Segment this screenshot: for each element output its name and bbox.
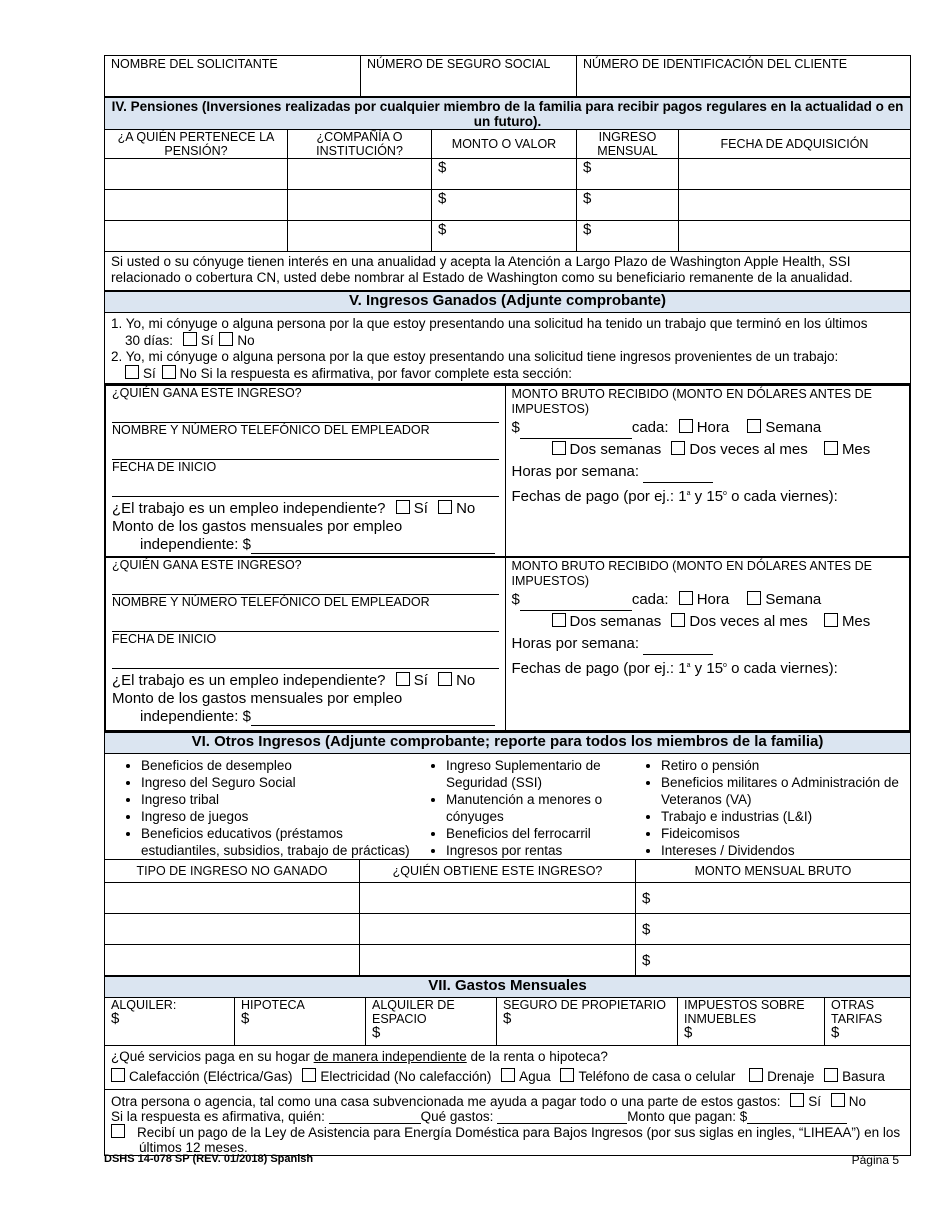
garbage-checkbox[interactable] — [824, 1068, 838, 1082]
pension-monthly-header: INGRESO MENSUAL — [577, 130, 679, 159]
table-row — [105, 883, 911, 914]
list-item: • Beneficios de desempleo — [141, 757, 418, 774]
client-id-field[interactable]: NÚMERO DE IDENTIFICACIÓN DEL CLIENTE — [577, 56, 911, 97]
job-ended-yes-checkbox[interactable] — [183, 332, 197, 346]
twice-month-checkbox[interactable] — [671, 441, 685, 455]
start-date-field[interactable]: FECHA DE INICIO — [112, 460, 499, 497]
hour-checkbox[interactable] — [679, 419, 693, 433]
has-job-yes-checkbox[interactable] — [125, 365, 139, 379]
unearned-type-input[interactable] — [105, 945, 360, 976]
twice-month-checkbox[interactable] — [671, 613, 685, 627]
job-ended-no-checkbox[interactable] — [219, 332, 233, 346]
list-item: • Retiro o pensión — [661, 757, 910, 774]
list-item: • Ingresos por rentas — [446, 842, 633, 859]
pension-date-input[interactable] — [679, 190, 911, 221]
job-ended-question: 1. Yo, mi cónyuge o alguna persona por la que estoy presentando una solicitud ha tenido un trabajo que terminó en los últimos — [111, 316, 868, 331]
month-checkbox[interactable] — [824, 613, 838, 627]
biweekly-checkbox[interactable] — [552, 441, 566, 455]
self-employed-yes-checkbox[interactable] — [396, 500, 410, 514]
sewer-checkbox[interactable] — [749, 1068, 763, 1082]
employer-block: ¿QUIÉN GANA ESTE INGRESO? NOMBRE Y NÚMERO TELEFÓNICO DEL EMPLEADOR FECHA DE INICIO ¿El trabajo es un empleo independiente? Sí No Monto de los gastos mensuales por empleo independiente: $ MONTO BRUTO RECIBIDO (MONTO EN DÓLARES ANTES DE IMPUESTOS) $ cada: Hora Semana Dos semanas Dos veces al mes Mes Horas por semana: Fechas de pago (por ej.: 1$^a$ y 15$^o$ o cada viernes): — [104, 558, 911, 732]
table-row — [105, 159, 911, 190]
expenses-input[interactable] — [251, 725, 495, 726]
table-row — [105, 221, 911, 252]
earner-field[interactable]: ¿QUIÉN GANA ESTE INGRESO? — [112, 386, 499, 423]
table-row — [105, 945, 911, 976]
employer-field[interactable]: NOMBRE Y NÚMERO TELEFÓNICO DEL EMPLEADOR — [112, 595, 499, 632]
pension-date-input[interactable] — [679, 159, 911, 190]
rent-field[interactable]: ALQUILER: $ — [105, 998, 235, 1046]
pay-dates-field[interactable]: Fechas de pago (por ej.: 1$^a$ y 15$^o$ o cada viernes): — [511, 488, 838, 505]
water-checkbox[interactable] — [501, 1068, 515, 1082]
page-number: Página 5 — [851, 1153, 899, 1167]
week-checkbox[interactable] — [747, 591, 761, 605]
monthly-expenses-section: VII. Gastos Mensuales ALQUILER: $ HIPOTECA $ ALQUILER DE ESPACIO $ SEGURO DE PROPIETARIO $ IMPUESTOS SOBRE INMUEBLES $ OTRAS TARIFAS $ ¿Qué servicios paga en su hogar de manera independiente de la renta o hipoteca? Calefacción (Eléctrica/Gas) Electricidad (No calefacción) Agua Teléfono de casa o celular Drenaje Basura Otra persona o agencia, tal como una casa subvencionada me ayuda a pagar todo o una parte de estos gastos: Sí No Si la respuesta es afirmativa, quién: Qué gastos: Monto que pagan: $ Recibí un pago de la Ley de Asistencia para Energía Doméstica para Bajos Ingresos (por sus siglas en ingles, “LIHEAA”) en los últimos 12 meses. — [104, 976, 911, 1156]
gross-amount-label: MONTO BRUTO RECIBIDO (MONTO EN DÓLARES ANTES DE IMPUESTOS) — [511, 559, 872, 588]
pension-monthly-input[interactable]: $ — [577, 221, 679, 252]
liheaa-checkbox[interactable] — [111, 1124, 125, 1138]
help-yes-checkbox[interactable] — [790, 1093, 804, 1107]
list-item: • Ingreso tribal — [141, 791, 418, 808]
pension-company-input[interactable] — [288, 190, 432, 221]
phone-checkbox[interactable] — [560, 1068, 574, 1082]
unearned-type-input[interactable] — [105, 914, 360, 945]
employer-block: ¿QUIÉN GANA ESTE INGRESO? NOMBRE Y NÚMERO TELEFÓNICO DEL EMPLEADOR FECHA DE INICIO ¿El trabajo es un empleo independiente? Sí No Monto de los gastos mensuales por empleo independiente: $ MONTO BRUTO RECIBIDO (MONTO EN DÓLARES ANTES DE IMPUESTOS) $ cada: Hora Semana Dos semanas Dos veces al mes Mes Horas por semana: Fechas de pago (por ej.: 1$^a$ y 15$^o$ o cada viernes): — [104, 384, 911, 558]
month-checkbox[interactable] — [824, 441, 838, 455]
table-row — [105, 190, 911, 221]
other-income-title: VI. Otros Ingresos (Adjunte comprobante; reporte para todos los miembros de la familia) — [105, 733, 911, 754]
employer-field[interactable]: NOMBRE Y NÚMERO TELEFÓNICO DEL EMPLEADOR — [112, 423, 499, 460]
list-item: • Ingreso del Seguro Social — [141, 774, 418, 791]
electricity-checkbox[interactable] — [302, 1068, 316, 1082]
has-job-question: 2. Yo, mi cónyuge o alguna persona por la que estoy presentando una solicitud tiene ingresos provenientes de un trabajo: — [111, 349, 839, 364]
list-item: • Intereses / Dividendos — [661, 842, 910, 859]
gross-amount-label: MONTO BRUTO RECIBIDO (MONTO EN DÓLARES ANTES DE IMPUESTOS) — [511, 387, 872, 416]
property-tax-field[interactable]: IMPUESTOS SOBRE INMUEBLES $ — [678, 998, 825, 1046]
other-fees-field[interactable]: OTRAS TARIFAS $ — [825, 998, 911, 1046]
unearned-type-input[interactable] — [105, 883, 360, 914]
applicant-name-field[interactable]: NOMBRE DEL SOLICITANTE — [105, 56, 361, 97]
pension-owner-input[interactable] — [105, 159, 288, 190]
table-row — [105, 914, 911, 945]
earned-income-section: V. Ingresos Ganados (Adjunte comprobante) 1. Yo, mi cónyuge o alguna persona por la que estoy presentando una solicitud ha tenido un trabajo que terminó en los últimos 30 días: Sí No 2. Yo, mi cónyuge o alguna persona por la que estoy presentando una solicitud tiene ingresos provenientes de un trabajo: Sí No Si la respuesta es afirmativa, por favor complete esta sección: — [104, 291, 911, 384]
start-date-field[interactable]: FECHA DE INICIO — [112, 632, 499, 669]
other-income-section — [104, 732, 911, 976]
pensions-table — [104, 97, 911, 291]
pensions-title: IV. Pensiones (Inversiones realizadas por cualquier miembro de la familia para recibir pagos regulares en la actualidad o en un futuro). — [105, 98, 911, 130]
services-question: ¿Qué servicios paga en su hogar de manera independiente de la renta o hipoteca? — [111, 1049, 608, 1064]
week-checkbox[interactable] — [747, 419, 761, 433]
unearned-amount-input[interactable]: $ — [636, 945, 911, 976]
unearned-who-header: ¿QUIÉN OBTIENE ESTE INGRESO? — [360, 860, 636, 883]
unearned-amount-input[interactable]: $ — [636, 883, 911, 914]
list-item: • Beneficios militares o Administración de Veteranos (VA) — [661, 774, 910, 808]
unearned-amount-header: MONTO MENSUAL BRUTO — [636, 860, 911, 883]
pension-company-input[interactable] — [288, 221, 432, 252]
list-item: • Trabajo e industrias (L&I) — [661, 808, 910, 825]
pension-company-header: ¿COMPAÑÍA O INSTITUCIÓN? — [288, 130, 432, 159]
help-no-checkbox[interactable] — [831, 1093, 845, 1107]
list-item: • Manutención a menores o cónyuges — [446, 791, 633, 825]
heating-checkbox[interactable] — [111, 1068, 125, 1082]
monthly-expenses-title: VII. Gastos Mensuales — [105, 977, 911, 998]
has-job-no-checkbox[interactable] — [162, 365, 176, 379]
earned-income-title: V. Ingresos Ganados (Adjunte comprobante) — [105, 292, 911, 313]
pension-date-header: FECHA DE ADQUISICIÓN — [679, 130, 911, 159]
ssn-field[interactable]: NÚMERO DE SEGURO SOCIAL — [361, 56, 577, 97]
self-employed-no-checkbox[interactable] — [438, 500, 452, 514]
unearned-who-input[interactable] — [360, 945, 636, 976]
expenses-input[interactable] — [251, 553, 495, 554]
pension-owner-input[interactable] — [105, 190, 288, 221]
pay-dates-field[interactable]: Fechas de pago (por ej.: 1$^a$ y 15$^o$ o cada viernes): — [511, 660, 838, 677]
pension-amount-header: MONTO O VALOR — [432, 130, 577, 159]
unearned-amount-input[interactable]: $ — [636, 914, 911, 945]
pension-owner-header: ¿A QUIÉN PERTENECE LA PENSIÓN? — [105, 130, 288, 159]
annuity-note: Si usted o su cónyuge tienen interés en una anualidad y acepta la Atención a Largo Plazo de Washington Apple Health, SSI relacionado o cobertura CN, usted debe nombrar al Estado de Washington como su beneficiario remanente de la anualidad. — [105, 252, 911, 291]
list-item: • Fideicomisos — [661, 825, 910, 842]
pension-monthly-input[interactable]: $ — [577, 159, 679, 190]
list-item: • Ingreso Suplementario de Seguridad (SSI) — [446, 757, 633, 791]
list-item: • Beneficios del ferrocarril — [446, 825, 633, 842]
unearned-who-input[interactable] — [360, 914, 636, 945]
hour-checkbox[interactable] — [679, 591, 693, 605]
pension-owner-input[interactable] — [105, 221, 288, 252]
self-employed-no-checkbox[interactable] — [438, 672, 452, 686]
applicant-header — [104, 55, 911, 97]
unearned-who-input[interactable] — [360, 883, 636, 914]
pension-date-input[interactable] — [679, 221, 911, 252]
earner-field[interactable]: ¿QUIÉN GANA ESTE INGRESO? — [112, 558, 499, 595]
form-number: DSHS 14-078 SP (REV. 01/2018) Spanish — [104, 1153, 314, 1165]
pension-amount-input[interactable]: $ — [432, 190, 577, 221]
list-item: • Beneficios educativos (préstamos estudiantiles, subsidios, trabajo de prácticas) — [141, 825, 418, 859]
form-page — [104, 55, 911, 1156]
pension-amount-input[interactable]: $ — [432, 159, 577, 190]
space-rent-field[interactable]: ALQUILER DE ESPACIO $ — [366, 998, 497, 1046]
mortgage-field[interactable]: HIPOTECA $ — [235, 998, 366, 1046]
biweekly-checkbox[interactable] — [552, 613, 566, 627]
pension-amount-input[interactable]: $ — [432, 221, 577, 252]
pension-company-input[interactable] — [288, 159, 432, 190]
self-employed-yes-checkbox[interactable] — [396, 672, 410, 686]
unearned-type-header: TIPO DE INGRESO NO GANADO — [105, 860, 360, 883]
home-insurance-field[interactable]: SEGURO DE PROPIETARIO $ — [497, 998, 678, 1046]
pension-monthly-input[interactable]: $ — [577, 190, 679, 221]
list-item: • Ingreso de juegos — [141, 808, 418, 825]
